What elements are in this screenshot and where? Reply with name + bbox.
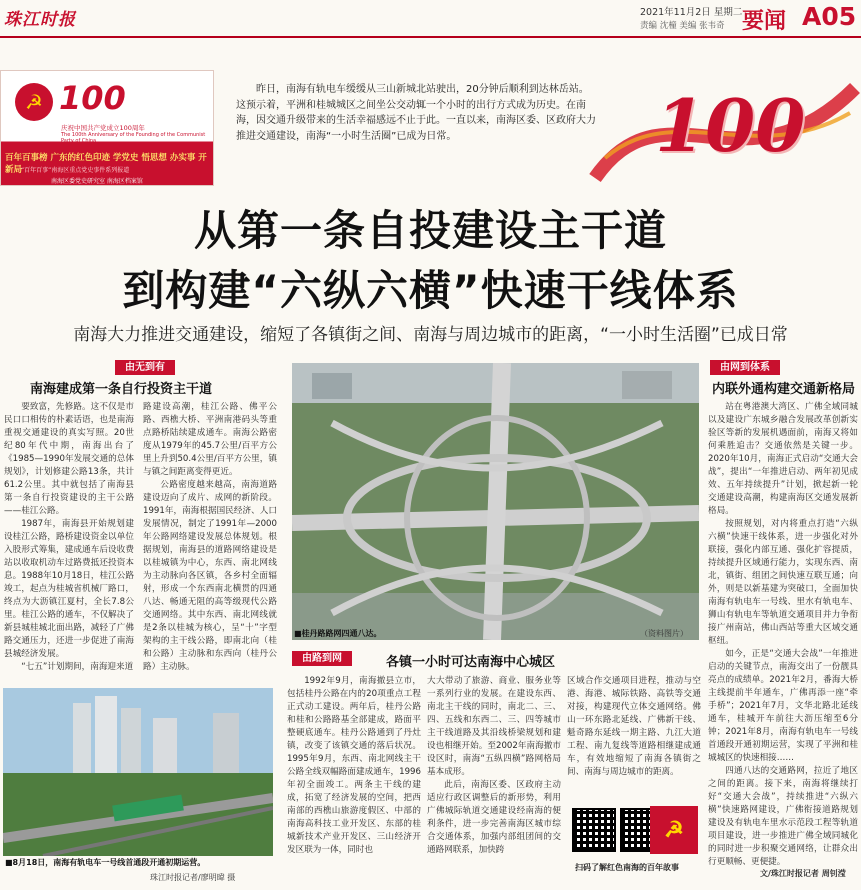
paragraph: 站在粤港澳大湾区、广佛全域同城以及建设广东城乡融合发展改革创新实验区等新的发展机遇面前，南海又将如何乘胜追击？交通依然是关键一步。2020年10月，南海正式启动“交通大会战”，提出“一年推进启动、两年初见成效、五年持续提升”计划，掀起新一轮交通建设高潮，构建南海区交通发展新格局。 (708, 402, 858, 516)
headline-line2: 到构建“六纵六横”快速干线体系 (122, 266, 739, 315)
paragraph: 公路密度越来越高，南海道路建设迈向了成片、成网的新阶段。1991年，南海根据国民经济、人口发展情况，制定了1991年—2000年公路网络建设发展总体规划。根据规划，南海县的道路网络建设是以桂城镇为中心，东西、南北网线为主动脉向各区镇，各乡村全面辐射，形成一个东西南北横贯的四通八达、畅通无阻的高等级现代公路交通网络。其中东西、南北网线就是2条以桂城为核心，呈“十”字型架构的主干线公路，即南北向（桂和公路）主动脉和东西向（桂丹公路）主动脉。 (143, 480, 277, 672)
qr-caption: 扫码了解红色南海的百年故事 (575, 863, 679, 872)
paragraph: “七五”计划期间，南海迎来道 (21, 662, 134, 672)
sec3-col (708, 401, 858, 867)
badge-title-cn: 庆祝中国共产党成立100周年 (61, 124, 145, 132)
page-number: A05 (802, 2, 857, 31)
paragraph: 此后，南海区委、区政府主动适应行政区调整后的新形势，利用广佛城际轨道交通建设经南海的便利条件，进一步完善南海区城市综合交通体系，加强内部组团间的交通路网联系，加快跨 (427, 780, 561, 855)
byline: 文/珠江时报记者 周钊滢 (760, 869, 846, 878)
party-emblem-icon: ☭ (15, 83, 53, 121)
paragraph: 要致富，先修路。这不仅是市民口口相传的朴素话语，也是南海重视交通建设的真实写照。20世纪80年代中期，南海出台了《1985—1990年发展交通的总体规划》，计划修建公路13条，共计61.2公里。其中就包括了南海县第一条自行投资建设的主干公路——桂江公路。 (4, 402, 134, 516)
newspaper-brand: 珠江时报 (4, 10, 76, 30)
badge-slogan: 百年百事榜 广东的红色印迹 学党史 悟思想 办实事 开新局 (5, 153, 207, 175)
lead-paragraph: 昨日，南海有轨电车缓缓从三山新城北站驶出，20分钟后顺利到达林岳站。这预示着，平洲和桂城城区之间坐公交动辄一个小时的出行方式成为历史。在南海，因交通升级带来的生活幸福感远不止于此。一直以来，南海区委、区政府大力推进交通建设，南海“一小时生活圈”已成为日常。 (236, 84, 596, 142)
qr-code-icon[interactable] (572, 808, 616, 852)
sec2-col-c (567, 675, 701, 795)
paragraph: 四通八达的交通路网，拉近了地区之间的距离。接下来，南海将继续打好“交通大会战”，持续推进“六纵六横”快速路网建设，广佛衔接道路规划建设及有轨电车里水示范段工程等轨道项目建设，进一步推进广佛全域同城化的同时进一步积聚交通网络，让群众出行更顺畅、更便捷。 (708, 766, 858, 867)
tram-credit: 珠江时报记者/廖明暐 摄 (150, 873, 236, 882)
paragraph: 大大带动了旅游、商业、服务业等一系列行业的发展。在建设东西、南北主干线的同时，南北二、三、四、五线和东西二、三、四等城市主干线道路及其沿线桥梁规划和建设也相继开始。至2002年南海撤市设区时，南海“五纵四横”路网格局基本成形。 (427, 676, 561, 777)
masthead (0, 0, 861, 38)
paragraph: 1987年，南海县开始规划建设桂江公路，路桥建设资金以单位入股形式筹集，建成通车后设收费站以收取机动车过路费抵还投资本息。1988年10月18日，桂江公路竣工，起点为桂城省机械厂路口，终点为大沥镇江夏村，全长7.8公里。桂江公路的通车，不仅解决了新县城桂城北面出路，减轻了广佛路交通压力，还进一步促进了南海县城经济发展。 (4, 519, 134, 659)
sec1-col-b (143, 401, 277, 726)
sec3-title: 内联外通构建交通新格局 (712, 382, 856, 397)
ribbon-number: 100 (655, 83, 806, 168)
paragraph: 区域合作交通项目进程，推动与空港、海港、城际铁路、高铁等交通对接，构建现代立体交通网络。佛山一环东路北延线、广佛新干线、魁奇路东延线一期主路、九江大道工程、南九复线等道路相继建成通车，有效地缩短了南海各镇街之间、南海与周边城市的距离。 (567, 676, 701, 777)
party-logo-icon: ☭ (650, 806, 698, 854)
badge-foot: 南海区委党史研究室 南海区档案馆 (51, 178, 143, 185)
interchange-photo (292, 363, 699, 640)
paragraph: 如今，正是“交通大会战”一年推进启动的关键节点，南海交出了一份靓具亮点的成绩单。2021年2月，番海大桥主线提前半年通车，广佛再添一座“牵手桥”；2021年7月，文华北路北延线通车，桂城开车前往大沥压缩至6分钟；2021年8月，南海有轨电车一号线首通段开通初期运营，实现了平洲和桂城城区的快速相接…… (708, 649, 858, 763)
subheadline: 南海大力推进交通建设，缩短了各镇街之间、南海与周边城市的距离，“一小时生活圈”已成日常 (73, 325, 788, 345)
sec2-col-b (427, 675, 561, 880)
sec2-tag: 由路到网 (292, 651, 352, 666)
section-name: 要闻 (742, 9, 787, 34)
badge-series: “百年百事”南海区重点党史事件系列报道 (21, 167, 130, 174)
editor-credits: 责编 沈橦 美编 张韦奇 (640, 21, 725, 31)
badge-number: 100 (59, 79, 126, 117)
paragraph: 路建设高潮，桂江公路、佛平公路、西樵大桥、平洲南港码头等重点路桥陆续建成通车。南海公路密度从1979年的45.7公里/百平方公里上升到50.4公里/百平方公里，镇与镇之间距离变得更近。 (143, 402, 277, 477)
centenary-badge (0, 70, 214, 186)
sec2-title: 各镇一小时可达南海中心城区 (386, 655, 556, 670)
sec1-tag: 由无到有 (115, 360, 175, 375)
interchange-caption: ■桂丹路路网四通八达。 (294, 629, 382, 638)
tram-caption: ■8月18日，南海有轨电车一号线首通段开通初期运营。 (5, 858, 206, 867)
ribbon-graphic (585, 58, 861, 198)
badge-title-en: The 100th Anniversary of the Founding of the Communist Party of China (61, 132, 206, 144)
publication-date: 2021年11月2日 星期二 (640, 7, 743, 18)
headline-line1: 从第一条自投建设主干道 (193, 206, 667, 255)
sec3-tag: 由网到体系 (710, 360, 780, 375)
sec2-col-a (287, 675, 421, 880)
sec1-col-a (4, 401, 134, 726)
paragraph: 1992年9月，南海撤县立市，包括桂丹公路在内的20项重点工程正式动工建设。两年后，桂丹公路和桂和公路路基全部建成，路面平整硬底通车。桂丹公路通到了丹灶镇，改变了该镇交通的落后状况。1995年9月，东西、南北网线主干公路全线双幅路面建成通车，1996年初全面竣工。两条主干线的建成，拓宽了经济发展的空间，把西南部的西樵山旅游度假区、中部的南海高科技工业开发区、东部的桂城新技术产业开发区、三山经济开发区联为一体，同时也 (287, 676, 421, 855)
interchange-credit: （资料图片） (640, 629, 688, 638)
sec1-title: 南海建成第一条自行投资主干道 (30, 382, 213, 397)
paragraph: 按照规划，对内将重点打造“六纵六横”快速干线体系，进一步强化对外联接，强化内部互通、强化扩容提质，持续提升区域通行能力，实现东西、南北，镇街、组团之间快速互联互通；向外，则是以新基建为突破口，全面加快南海有轨电车一号线、里水有轨电车、狮山有轨电车等轨道交通项目并力争衔接广州南站，佛山西站等重大区域交通枢纽。 (708, 519, 858, 646)
tram-photo (3, 688, 273, 856)
